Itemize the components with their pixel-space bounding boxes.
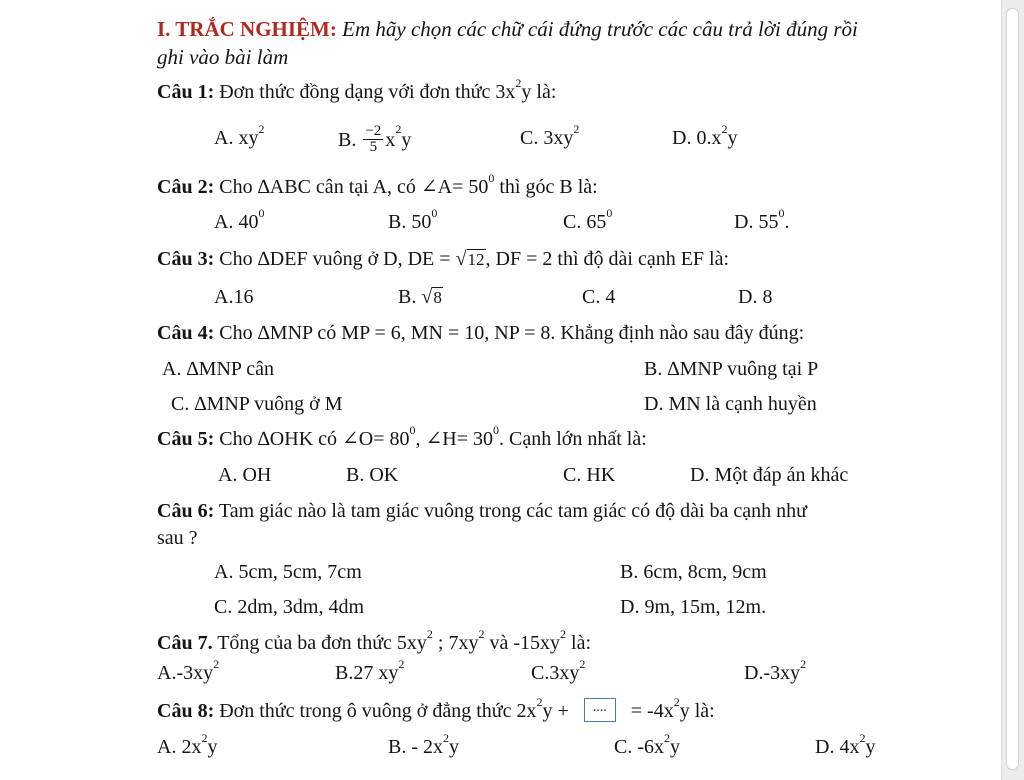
superscript: 2 <box>560 627 567 641</box>
superscript: 2 <box>478 627 485 641</box>
question-6-text: Tam giác nào là tam giác vuông trong các tam giác có độ dài ba cạnh như <box>218 500 807 522</box>
question-7-text-end: là: <box>566 632 592 654</box>
sqrt-radicand: 12 <box>467 250 485 269</box>
superscript: 0 <box>778 206 785 220</box>
option-text: D.-3xy <box>744 662 801 684</box>
option-text: A.-3xy <box>157 662 214 684</box>
q1-option-c <box>520 122 580 150</box>
option-text: . <box>784 211 790 233</box>
q4-option-b: B. ∆MNP vuông tại P <box>644 358 819 380</box>
question-2-text: Cho ∆ABC cân tại A, có ∠A= 50 <box>219 176 489 198</box>
question-7-text: Tổng của ba đơn thức 5xy <box>217 632 427 654</box>
q8-option-d <box>815 731 876 759</box>
superscript: 2 <box>721 122 728 136</box>
superscript: 2 <box>673 695 680 709</box>
question-5-text: Cho ∆OHK có ∠O= 80 <box>219 428 410 450</box>
question-8-label: Câu 8: <box>157 700 215 722</box>
section-header <box>157 17 858 41</box>
option-text: y <box>207 736 218 758</box>
question-3-text: Cho ∆DEF vuông ở D, DE = <box>219 248 456 270</box>
option-text: B. 50 <box>388 211 432 233</box>
question-6-label: Câu 6: <box>157 500 215 522</box>
superscript: 2 <box>859 731 866 745</box>
question-4-label: Câu 4: <box>157 322 215 344</box>
q4-option-a: A. ∆MNP cân <box>162 358 275 380</box>
superscript: 0 <box>409 423 416 437</box>
superscript: 2 <box>395 122 402 136</box>
superscript: 0 <box>431 206 438 220</box>
superscript: 2 <box>398 657 405 671</box>
scrollbar-thumb[interactable] <box>1006 8 1019 770</box>
section-instruction: Em hãy chọn các chữ cái đứng trước các câu trả lời đúng rồi <box>342 17 858 41</box>
option-text: x <box>385 129 396 152</box>
question-2-label: Câu 2: <box>157 176 215 198</box>
q6-option-c: C. 2dm, 3dm, 4dm <box>214 596 365 618</box>
option-text: D. 55 <box>734 211 779 233</box>
sqrt-radicand: 8 <box>433 288 442 307</box>
q6-option-a: A. 5cm, 5cm, 7cm <box>214 561 362 583</box>
q2-option-d <box>734 206 790 234</box>
superscript: 0 <box>488 171 495 185</box>
vertical-scrollbar[interactable] <box>1001 0 1024 780</box>
q6-option-d: D. 9m, 15m, 12m. <box>620 596 767 618</box>
q5-option-a: A. OH <box>218 464 272 486</box>
question-8-text: y + <box>542 700 574 722</box>
q3-option-a: A.16 <box>214 286 254 308</box>
q6-option-b: B. 6cm, 8cm, 9cm <box>620 561 767 583</box>
question-2 <box>157 171 598 199</box>
question-7-label: Câu 7. <box>157 632 213 654</box>
section-instruction-cont: ghi vào bài làm <box>157 45 289 69</box>
question-4 <box>157 321 804 345</box>
fraction-denominator: 5 <box>369 139 378 155</box>
q7-option-a <box>157 657 220 685</box>
option-text: D. 0.x <box>672 127 722 149</box>
q8-option-a <box>157 731 218 759</box>
superscript: 2 <box>213 657 220 671</box>
question-8-text: Đơn thức trong ô vuông ở đẳng thức 2x <box>219 700 537 722</box>
superscript: 2 <box>426 627 433 641</box>
superscript: 2 <box>201 731 208 745</box>
superscript: 2 <box>579 657 586 671</box>
superscript: 2 <box>258 122 265 136</box>
option-label: B. <box>398 286 417 308</box>
superscript: 2 <box>536 695 543 709</box>
option-text: A. 40 <box>214 211 259 233</box>
q2-option-c <box>563 206 613 234</box>
q4-option-c: C. ∆MNP vuông ở M <box>171 393 343 415</box>
option-text: y <box>727 127 738 149</box>
sqrt-expression: √12 <box>455 248 485 270</box>
question-3-text-end: , DF = 2 thì độ dài cạnh EF là: <box>485 248 730 270</box>
option-text: A. 2x <box>157 736 202 758</box>
question-6-text-cont: sau ? <box>157 527 198 549</box>
question-1 <box>157 76 557 104</box>
superscript: 0 <box>258 206 265 220</box>
option-text: y <box>401 129 412 152</box>
question-7 <box>157 627 592 655</box>
option-text: C.3xy <box>531 662 580 684</box>
q3-option-b <box>398 285 443 310</box>
option-text: A. xy <box>214 127 259 149</box>
q2-option-a <box>214 206 265 234</box>
question-3-label: Câu 3: <box>157 248 215 270</box>
q1-option-d <box>672 122 738 150</box>
superscript: 0 <box>492 423 499 437</box>
question-5-label: Câu 5: <box>157 428 215 450</box>
option-text: y <box>865 736 876 758</box>
q7-option-c <box>531 657 586 685</box>
question-8-text-end: y là: <box>679 700 715 722</box>
option-label: B. <box>338 129 357 152</box>
fraction-numerator: −2 <box>365 123 382 139</box>
q1-option-a <box>214 122 265 150</box>
question-5-text-end: . Cạnh lớn nhất là: <box>498 428 647 450</box>
question-7-text: và -15xy <box>484 632 561 654</box>
option-text: D. 4x <box>815 736 860 758</box>
q5-option-d: D. Một đáp án khác <box>690 464 849 486</box>
question-1-text: Đơn thức đồng dạng với đơn thức 3x <box>219 81 516 103</box>
option-text: B.27 xy <box>335 662 399 684</box>
q5-option-c: C. HK <box>563 464 616 486</box>
q5-option-b: B. OK <box>346 464 399 486</box>
question-1-label: Câu 1: <box>157 81 215 103</box>
option-text: C. 3xy <box>520 127 574 149</box>
sqrt-expression: √8 <box>421 286 442 308</box>
answer-blank-box: .... <box>584 698 616 722</box>
q7-option-b <box>335 657 405 685</box>
fraction <box>363 124 383 155</box>
q3-option-d: D. 8 <box>738 286 773 308</box>
option-text: C. -6x <box>614 736 664 758</box>
question-5-text: , ∠H= 30 <box>415 428 493 450</box>
q4-option-d: D. MN là cạnh huyền <box>644 393 817 415</box>
q2-option-b <box>388 206 438 234</box>
superscript: 2 <box>800 657 807 671</box>
question-6 <box>157 499 807 523</box>
q1-option-b <box>338 122 412 157</box>
section-title: I. TRẮC NGHIỆM: <box>157 17 337 41</box>
question-5 <box>157 423 647 451</box>
q8-option-c <box>614 731 680 759</box>
question-3 <box>157 247 729 272</box>
question-8-text: = -4x <box>625 700 674 722</box>
option-text: y <box>449 736 459 758</box>
superscript: 2 <box>443 731 449 745</box>
question-1-text-end: y là: <box>521 81 557 103</box>
q3-option-c: C. 4 <box>582 286 616 308</box>
option-text: C. 65 <box>563 211 607 233</box>
superscript: 2 <box>573 122 580 136</box>
superscript: 2 <box>664 731 670 745</box>
option-text: B. - 2x <box>388 736 443 758</box>
q7-option-d <box>744 657 807 685</box>
question-4-text: Cho ∆MNP có MP = 6, MN = 10, NP = 8. Khẳng định nào sau đây đúng: <box>219 322 805 344</box>
question-7-text: ; 7xy <box>432 632 479 654</box>
superscript: 2 <box>515 76 522 90</box>
option-text: y <box>670 736 680 758</box>
question-8 <box>157 695 715 724</box>
q8-option-b <box>388 731 459 759</box>
superscript: 0 <box>606 206 613 220</box>
question-2-text-end: thì góc B là: <box>494 176 598 198</box>
